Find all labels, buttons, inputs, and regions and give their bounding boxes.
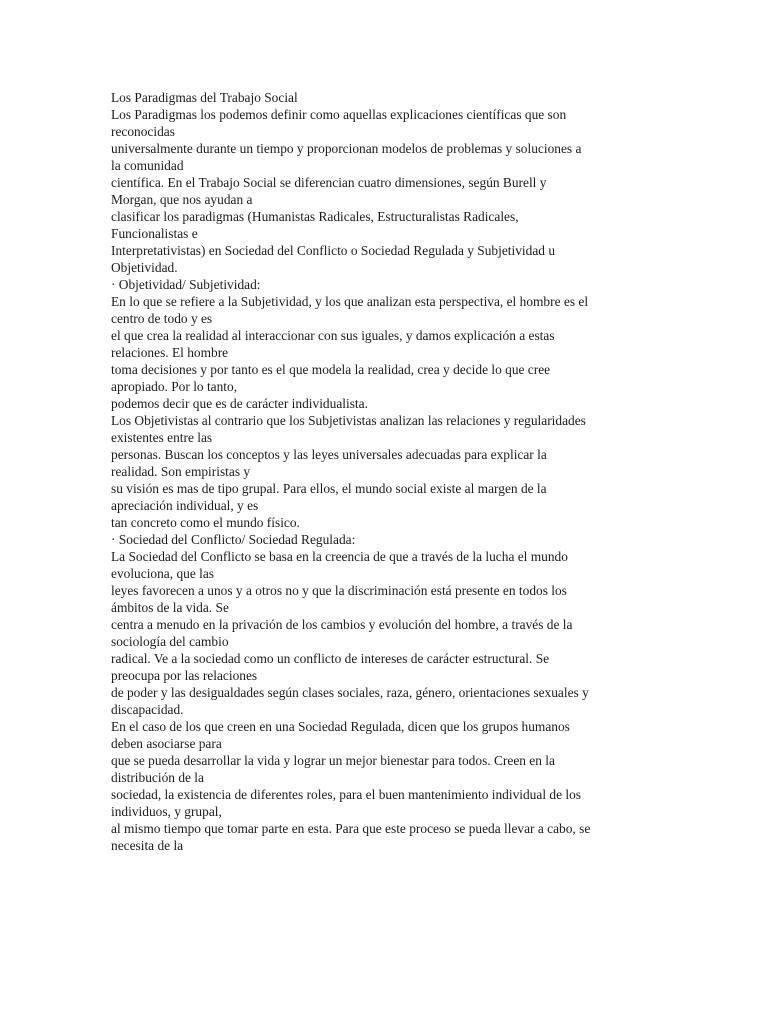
text-line: deben asociarse para [111,736,222,751]
text-line: · Objetividad/ Subjetividad: [111,277,261,292]
text-line: sociología del cambio [111,634,229,649]
text-line: científica. En el Trabajo Social se diferencian cuatro dimensiones, según Burell y [111,175,547,190]
text-line: Funcionalistas e [111,226,198,241]
text-line: centra a menudo en la privación de los cambios y evolución del hombre, a través de la [111,617,573,632]
text-line: En lo que se refiere a la Subjetividad, y los que analizan esta perspectiva, el hombre es el [111,294,589,309]
text-line: individuos, y grupal, [111,804,222,819]
document-title: Los Paradigmas del Trabajo Social [111,90,298,105]
text-line: existentes entre las [111,430,213,445]
text-line: ámbitos de la vida. Se [111,600,229,615]
text-line: leyes favorecen a unos y a otros no y que la discriminación está presente en todos los [111,583,567,598]
text-line: realidad. Son empiristas y [111,464,251,479]
text-line: sociedad, la existencia de diferentes roles, para el buen mantenimiento individual de los [111,787,581,802]
text-line: radical. Ve a la sociedad como un conflicto de intereses de carácter estructural. Se [111,651,550,666]
text-line: Morgan, que nos ayudan a [111,192,253,207]
text-line: Los Objetivistas al contrario que los Subjetivistas analizan las relaciones y regularidades [111,413,586,428]
text-line: que se pueda desarrollar la vida y lograr un mejor bienestar para todos. Creen en la [111,753,555,768]
text-line: su visión es mas de tipo grupal. Para ellos, el mundo social existe al margen de la [111,481,547,496]
text-line: evoluciona, que las [111,566,214,581]
text-line: discapacidad. [111,702,184,717]
text-line: centro de todo y es [111,311,213,326]
text-line: universalmente durante un tiempo y proporcionan modelos de problemas y soluciones a [111,141,582,156]
text-line: el que crea la realidad al interaccionar con sus iguales, y damos explicación a estas [111,328,555,343]
text-line: Objetividad. [111,260,178,275]
text-line: apreciación individual, y es [111,498,259,513]
text-line: preocupa por las relaciones [111,668,258,683]
document-body [111,89,663,854]
text-line: La Sociedad del Conflicto se basa en la creencia de que a través de la lucha el mundo [111,549,568,564]
text-line: distribución de la [111,770,204,785]
text-line: reconocidas [111,124,175,139]
text-line: clasificar los paradigmas (Humanistas Radicales, Estructuralistas Radicales, [111,209,519,224]
text-line: Los Paradigmas los podemos definir como aquellas explicaciones científicas que son [111,107,567,122]
text-line: podemos decir que es de carácter individualista. [111,396,368,411]
text-line: En el caso de los que creen en una Sociedad Regulada, dicen que los grupos humanos [111,719,570,734]
text-line: necesita de la [111,838,184,853]
text-line: toma decisiones y por tanto es el que modela la realidad, crea y decide lo que cree [111,362,551,377]
text-line: la comunidad [111,158,184,173]
text-line: · Sociedad del Conflicto/ Sociedad Regulada: [111,532,356,547]
text-line: tan concreto como el mundo físico. [111,515,300,530]
text-line: Interpretativistas) en Sociedad del Conflicto o Sociedad Regulada y Subjetividad u [111,243,556,258]
document-page [111,89,663,854]
text-line: de poder y las desigualdades según clases sociales, raza, género, orientaciones sexuales y [111,685,589,700]
text-line: personas. Buscan los conceptos y las leyes universales adecuadas para explicar la [111,447,547,462]
text-line: al mismo tiempo que tomar parte en esta. Para que este proceso se pueda llevar a cabo, se [111,821,591,836]
text-line: apropiado. Por lo tanto, [111,379,238,394]
text-line: relaciones. El hombre [111,345,229,360]
